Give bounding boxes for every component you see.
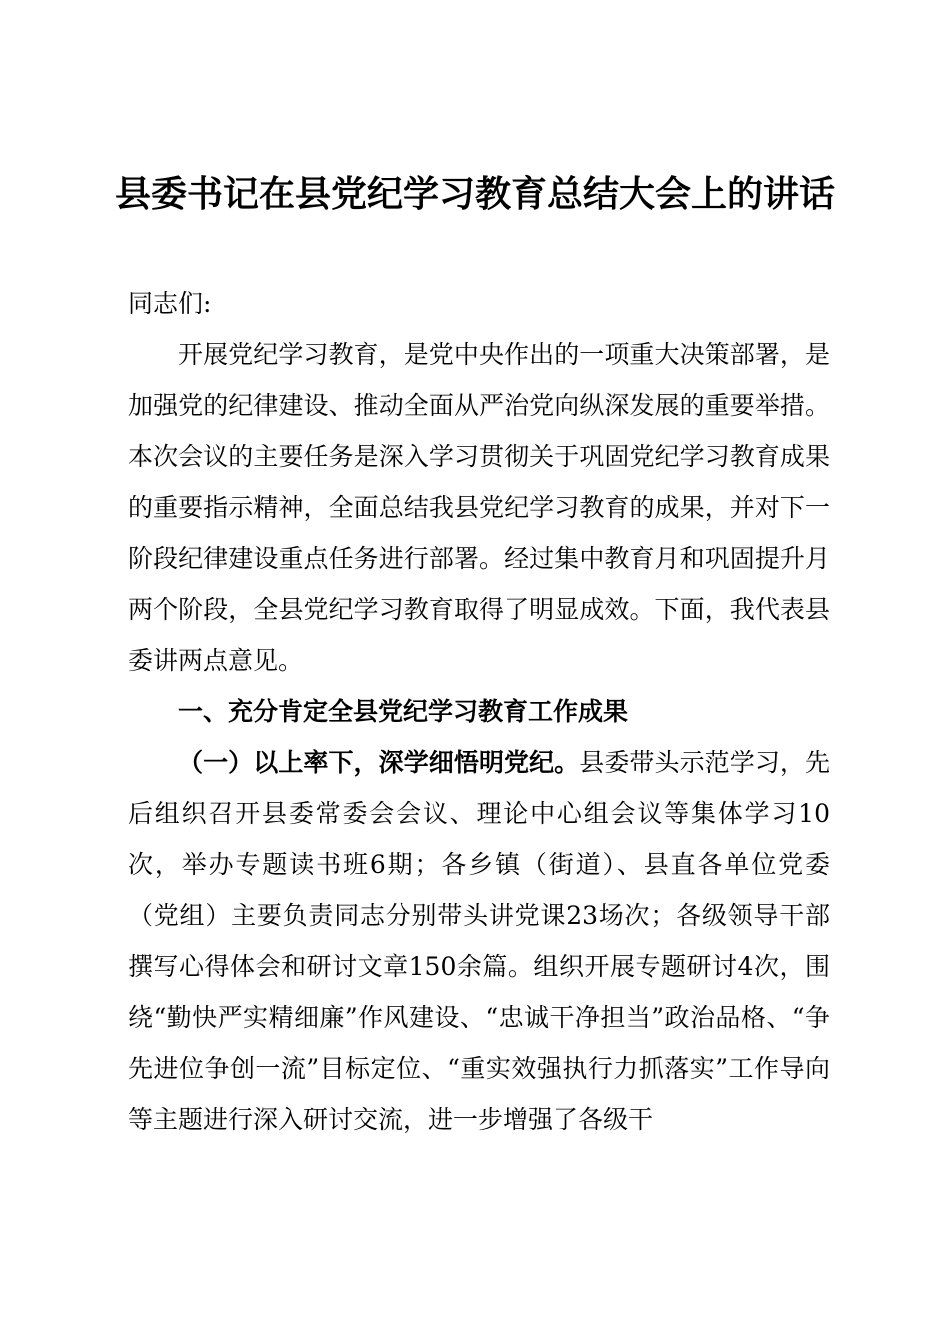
sub-1-body: 县委带头示范学习，先后组织召开县委常委会会议、理论中心组会议等集体学习10次，举办专题读书班6期；各乡镇（街道）、县直各单位党委（党组）主要负责同志分别带头讲党课23场次；各级领导干部撰写心得体会和研讨文章150余篇。组织开展专题研讨4次，围绕“勤快严实精细廉”作风建设、“忠诚干净担当”政治品格、“争先进位争创一流”目标定位、“重实效强执行力抓落实”工作导向等主题进行深入研讨交流，进一步增强了各级干: [128, 748, 830, 1134]
paragraph-intro: 开展党纪学习教育，是党中央作出的一项重大决策部署，是加强党的纪律建设、推动全面从严治党向纵深发展的重要举措。本次会议的主要任务是深入学习贯彻关于巩固党纪学习教育成果的重要指示精神，全面总结我县党纪学习教育的成果，并对下一阶段纪律建设重点任务进行部署。经过集中教育月和巩固提升月两个阶段，全县党纪学习教育取得了明显成效。下面，我代表县委讲两点意见。: [128, 340, 830, 675]
document-body: [128, 278, 830, 1145]
paragraph-sub-1: [128, 737, 830, 1145]
salutation: 同志们:: [128, 289, 212, 318]
section-heading-1: 一、充分肯定全县党纪学习教育工作成果: [178, 697, 629, 726]
document-title: 县委书记在县党纪学习教育总结大会上的讲话: [114, 173, 835, 215]
sub-heading-1: （一）以上率下，深学细悟明党纪。: [178, 748, 580, 777]
